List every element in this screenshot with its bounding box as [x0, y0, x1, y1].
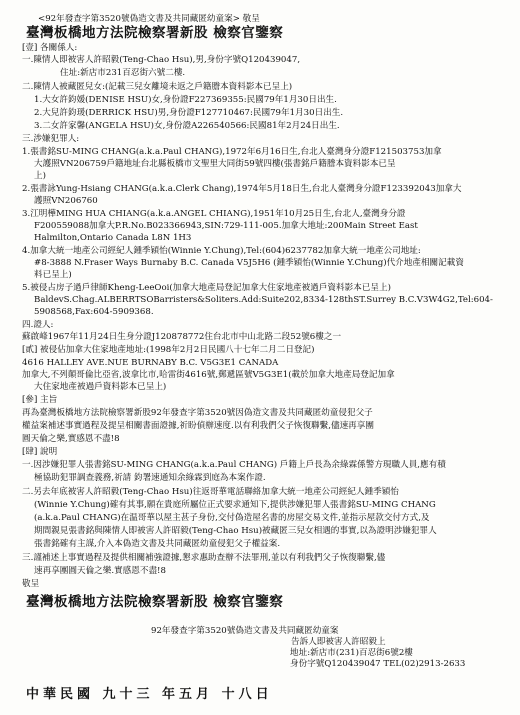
suspect-5: 5.被侵占房子過戶律師Kheng-LeeOoi(加拿大地產局登記加拿大住家地產被過戶資料影本已呈上) [22, 283, 391, 293]
suspect-4: 4.加拿大統一地產公司經紀人鍾季穎怡(Winnie Y.Chung),Tel:(604)6237782加拿大統一地產公司地址: [22, 246, 421, 256]
suspect-1-cont2: 上) [34, 171, 46, 181]
explanation-2-cont2: (a.k.a.Paul CHANG)在温哥華以屋主甚子身份,交付偽造屋名書的房屋交易文件,並指示屋款交付方式,及 [34, 513, 430, 523]
subject-heading: [參] 主旨 [22, 395, 58, 405]
property-address-zh-cont: 大住家地產被過戶資料影本已呈上) [34, 382, 167, 392]
document-recipient-header: 臺灣板橋地方法院檢察署新股 檢察官鑒察 [26, 25, 284, 41]
child-2: 2.大兒許鈞瑗(DERRICK HSU)男,身份證F127710467:民國79年1月30日出生. [34, 108, 344, 118]
suspect-5-cont: BaldevS.Chag.ALBERRTSOBarristers&Soliters.Add:Suite202,8334-128thST.Surrey B.C.V3W4G2,Tel:604- [34, 295, 493, 305]
section-heading-parties: [壹] 各關係人: [22, 43, 78, 53]
suspect-1: 1.張書銘SU-MING CHANG(a.k.a.Paul CHANG),1972年6月16日生,台北人臺灣身分證F121503753加拿 [22, 147, 442, 157]
suspect-5-cont2: 5908568,Fax:604-5909368. [34, 307, 154, 317]
explanation-2-cont4: 張書銘確有主謀,介入本偽造文書及共同藏匿幼童侵犯父子權益案. [34, 539, 281, 549]
explanation-heading: [肆] 說明 [22, 447, 58, 457]
witness-line: 蘇啟峰1967年11月24日生身分證J120878772住台北市中山北路二段52號6樓之一 [22, 332, 342, 342]
document-subject: <92年發查字第3520號偽造文書及共同藏匿幼童案> 敬呈 [38, 14, 260, 24]
suspect-4-cont: #8-3888 N.Fraser Ways Burnaby B.C. Canada V5J5H6 (鍾季穎怡(Winnie Y.Chung)代介地產相關記載資 [34, 258, 464, 268]
property-heading: [貳] 被侵佔加拿大住家地產地址:(1998年2月2日民國八十七年二月二日登記) [22, 345, 315, 355]
complainant-line: 一.陳情人即被害人許昭毅(Teng-Chao Hsu),男,身份字號Q120439047, [22, 55, 301, 65]
footer-id-tel: 身份字號Q120439047 TEL(02)2913-2633 [290, 659, 466, 669]
footer-complainant: 告訴人即被害人許昭毅上 [291, 637, 386, 647]
subject-line-2: 權益案補述事實過程及提呈相關書面證據,祈盼偵辦速度.以有利我們父子恢復聯繫,儘速再享團 [22, 421, 374, 431]
footer-case: 92年發查字第3520號偽造文書及共同藏匿幼童案 [151, 626, 339, 636]
explanation-2: 二.另去年底被害人許昭毅(Teng-Chao Hsu)往返哥華電話聯絡加拿大統一地產公司經紀人鍾季穎怡 [22, 487, 399, 497]
suspect-4-cont2: 料已呈上) [34, 270, 72, 280]
suspect-1-cont: 大護照VN206759戶籍地址台北縣板橋市文聖里大同街59號四樓(張書銘戶籍謄本資料影本已呈 [34, 159, 396, 169]
witness-heading: 四.證人: [22, 320, 54, 330]
explanation-1: 一.因涉嫌犯罪人張書銘SU-MING CHANG(a.k.a.Paul CHANG) 戶籍上戶長為余綠霖係警方現職人員,應有積 [22, 460, 446, 470]
footer-recipient: 臺灣板橋地方法院檢察署新股 檢察官鑒察 [26, 594, 284, 610]
footer-address: 地址:新店市(231)百忍街6號2樓 [290, 648, 413, 658]
suspect-3-cont: F200559088加拿大P.R.No.B023366943,SIN:729-111-005.加拿大地址:200Main Street East [34, 221, 418, 231]
explanation-2-cont3: 期間親見張書銘與陳情人即被害人許昭毅(Teng-Chao Hsu)被藏匿三兒女相遇的事實,以為證明涉嫌犯罪人 [34, 526, 437, 536]
explanation-1-cont: 極協助犯罪調查義務,祈請 鈞署速通知余綠霖到庭為本案作證. [34, 473, 266, 483]
suspect-3: 3.江明樺MING HUA CHIANG(a.k.a.ANGEL CHIANG),1951年10月25日生,台北人,臺灣身分證 [22, 209, 406, 219]
document-date: 中華民國 九十三 年五月 十八日 [26, 687, 273, 702]
child-1: 1.大女許鈞媛(DENISE HSU)女,身份證F227369355:民國79年1月30日出生. [34, 95, 337, 105]
suspects-heading: 三.涉嫌犯罪人: [22, 134, 80, 144]
children-heading: 二.陳情人被藏匿兒女:(記載三兒女離境未返之戶籍謄本資料影本已呈上) [22, 82, 293, 92]
explanation-2-cont: (Winnie Y.Chung)確有其事,願在貴庭所屬位正式要求通知下,提供涉嫌犯罪人張書銘SU-MING CHANG [34, 500, 436, 510]
explanation-3-cont: 速再享團圓天倫之樂.實感恩不盡!8 [34, 566, 166, 576]
suspect-2: 2.張書詠Yung-Hsiang CHANG(a.k.a.Clerk Chang),1974年5月18日生,台北人臺灣身分證F123392043加拿大 [22, 184, 462, 194]
suspect-2-cont: 護照VN206760 [34, 196, 98, 206]
closing-respect: 敬呈 [22, 579, 40, 589]
property-address-zh: 加拿大,不列顛哥倫比亞省,波拿比市,哈雷街4616號,郵遞區號V5G3E1(載於加拿大地產局登記加拿 [22, 370, 395, 380]
explanation-3: 三.謹補述上事實過程及提供相關補強證據,懇求惠助查辦不法罪刑,並以有利我們父子恢復聯繫,儘 [22, 553, 386, 563]
complainant-address: 住址:新店市231百忍街六號二樓. [60, 68, 186, 78]
property-address-en: 4616 HALLEY AVE.NUE BURNABY B.C. V5G3E1 CANADA [22, 358, 279, 368]
suspect-3-cont2: Halmilton,Ontario Canada L8N 1H3 [34, 233, 192, 243]
child-3: 3.二女許家馨(ANGELA HSU)女,身份證A226540566:民國81年2月24日出生. [34, 121, 340, 131]
subject-line-1: 再為臺灣板橋地方法院檢察署新股92年發查字第3520號因偽造文書及共同藏匿幼童侵犯父子 [22, 408, 373, 418]
subject-line-3: 圓天倫之樂,實感恩不盡!8 [22, 434, 120, 444]
